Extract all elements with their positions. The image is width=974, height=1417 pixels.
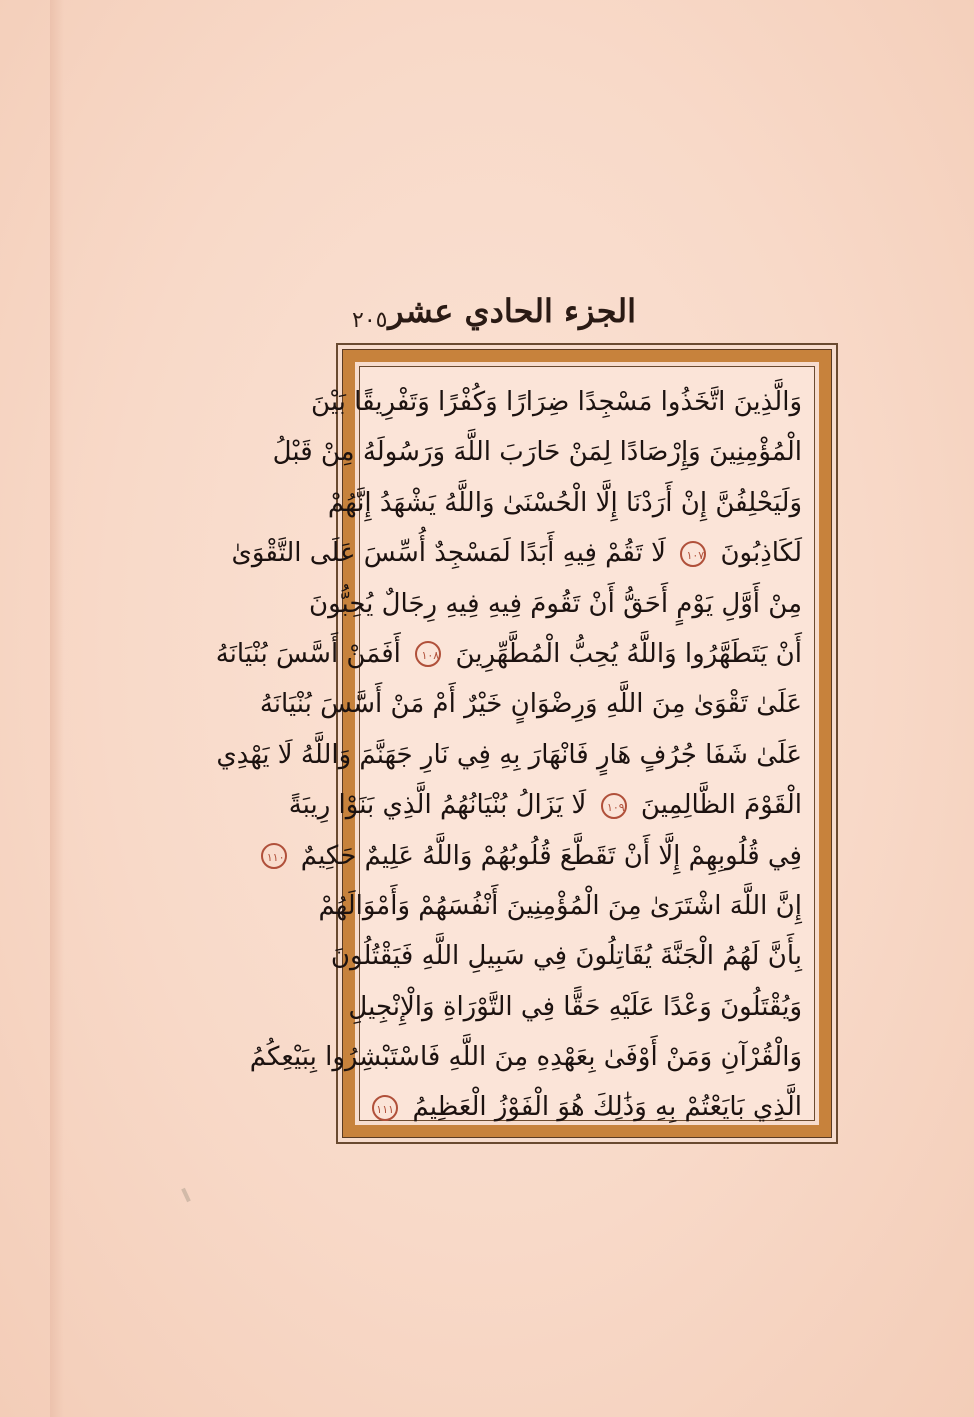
verse-text: وَالْقُرْآنِ وَمَنْ أَوْفَىٰ بِعَهْدِهِ مِنَ اللَّهِ فَاسْتَبْشِرُوا بِبَيْعِكُمُ	[249, 1042, 802, 1073]
paper-blemish	[181, 1188, 191, 1202]
text-line	[288, 780, 802, 830]
text-line	[327, 478, 802, 528]
quran-text-block	[215, 377, 802, 1123]
text-line	[308, 579, 802, 629]
juz-title: الجزء الحادي عشر	[388, 292, 636, 330]
verse-text: الَّذِي بَايَعْتُمْ بِهِ وَذَٰلِكَ هُوَ الْفَوْزُ الْعَظِيمُ	[412, 1092, 802, 1123]
ayah-number-marker: ١٠٩	[601, 793, 627, 819]
text-line	[272, 427, 802, 477]
verse-text: وَيُقْتَلُونَ وَعْدًا عَلَيْهِ حَقًّا فِي التَّوْرَاةِ وَالْإِنْجِيلِ	[348, 991, 802, 1022]
verse-text: الْمُؤْمِنِينَ وَإِرْصَادًا لِمَنْ حَارَبَ اللَّهَ وَرَسُولَهُ مِنْ قَبْلُ	[272, 437, 802, 468]
text-line	[249, 1032, 802, 1082]
text-line	[216, 730, 802, 780]
verse-text: عَلَىٰ تَقْوَىٰ مِنَ اللَّهِ وَرِضْوَانٍ خَيْرٌ أَمْ مَنْ أَسَّسَ بُنْيَانَهُ	[259, 689, 802, 720]
text-frame	[215, 343, 838, 1144]
page-header	[336, 288, 836, 342]
verse-text: إِنَّ اللَّهَ اشْتَرَىٰ مِنَ الْمُؤْمِنِينَ أَنْفُسَهُمْ وَأَمْوَالَهُمْ	[318, 890, 802, 921]
page-edge-shadow	[50, 0, 64, 1417]
text-line	[215, 629, 802, 679]
verse-text: عَلَىٰ شَفَا جُرُفٍ هَارٍ فَانْهَارَ بِهِ فِي نَارِ جَهَنَّمَ وَاللَّهُ لَا يَهْدِي	[216, 739, 802, 770]
ayah-number-marker: ١٠٨	[415, 641, 441, 667]
text-panel	[215, 366, 815, 1123]
text-line	[231, 528, 802, 578]
verse-text: وَلَيَحْلِفُنَّ إِنْ أَرَدْنَا إِلَّا الْحُسْنَىٰ وَاللَّهُ يَشْهَدُ إِنَّهُمْ	[327, 487, 802, 518]
ayah-number-marker: ١١١	[372, 1095, 398, 1121]
verse-text: الْقَوْمَ الظَّالِمِينَ	[640, 790, 802, 821]
text-line	[266, 831, 802, 881]
verse-text: أَنْ يَتَطَهَّرُوا وَاللَّهُ يُحِبُّ الْمُطَّهِّرِينَ	[455, 638, 802, 669]
ayah-number-marker: ١٠٧	[680, 541, 706, 567]
text-line	[374, 1082, 802, 1132]
verse-text: فِي قُلُوبِهِمْ إِلَّا أَنْ تَقَطَّعَ قُلُوبُهُمْ وَاللَّهُ عَلِيمٌ حَكِيمٌ	[300, 840, 802, 871]
verse-text: لَا تَقُمْ فِيهِ أَبَدًا لَمَسْجِدٌ أُسِّسَ عَلَى التَّقْوَىٰ	[231, 538, 666, 569]
text-line	[259, 679, 802, 729]
text-line	[330, 931, 802, 981]
verse-text: لَكَاذِبُونَ	[720, 538, 802, 569]
verse-text: أَفَمَنْ أَسَّسَ بُنْيَانَهُ	[215, 638, 401, 669]
page-number: ٢٠٥	[352, 308, 388, 333]
text-line	[311, 377, 802, 427]
verse-text: بِأَنَّ لَهُمُ الْجَنَّةَ يُقَاتِلُونَ فِي سَبِيلِ اللَّهِ فَيَقْتُلُونَ	[330, 941, 802, 972]
verse-text: مِنْ أَوَّلِ يَوْمٍ أَحَقُّ أَنْ تَقُومَ فِيهِ فِيهِ رِجَالٌ يُحِبُّونَ	[308, 588, 802, 619]
text-line	[318, 881, 802, 931]
text-line	[348, 982, 802, 1032]
verse-text: وَالَّذِينَ اتَّخَذُوا مَسْجِدًا ضِرَارًا وَكُفْرًا وَتَفْرِيقًا بَيْنَ	[311, 387, 802, 417]
verse-text: لَا يَزَالُ بُنْيَانُهُمُ الَّذِي بَنَوْا رِيبَةً	[288, 790, 587, 821]
ayah-number-marker: ١١٠	[261, 843, 287, 869]
